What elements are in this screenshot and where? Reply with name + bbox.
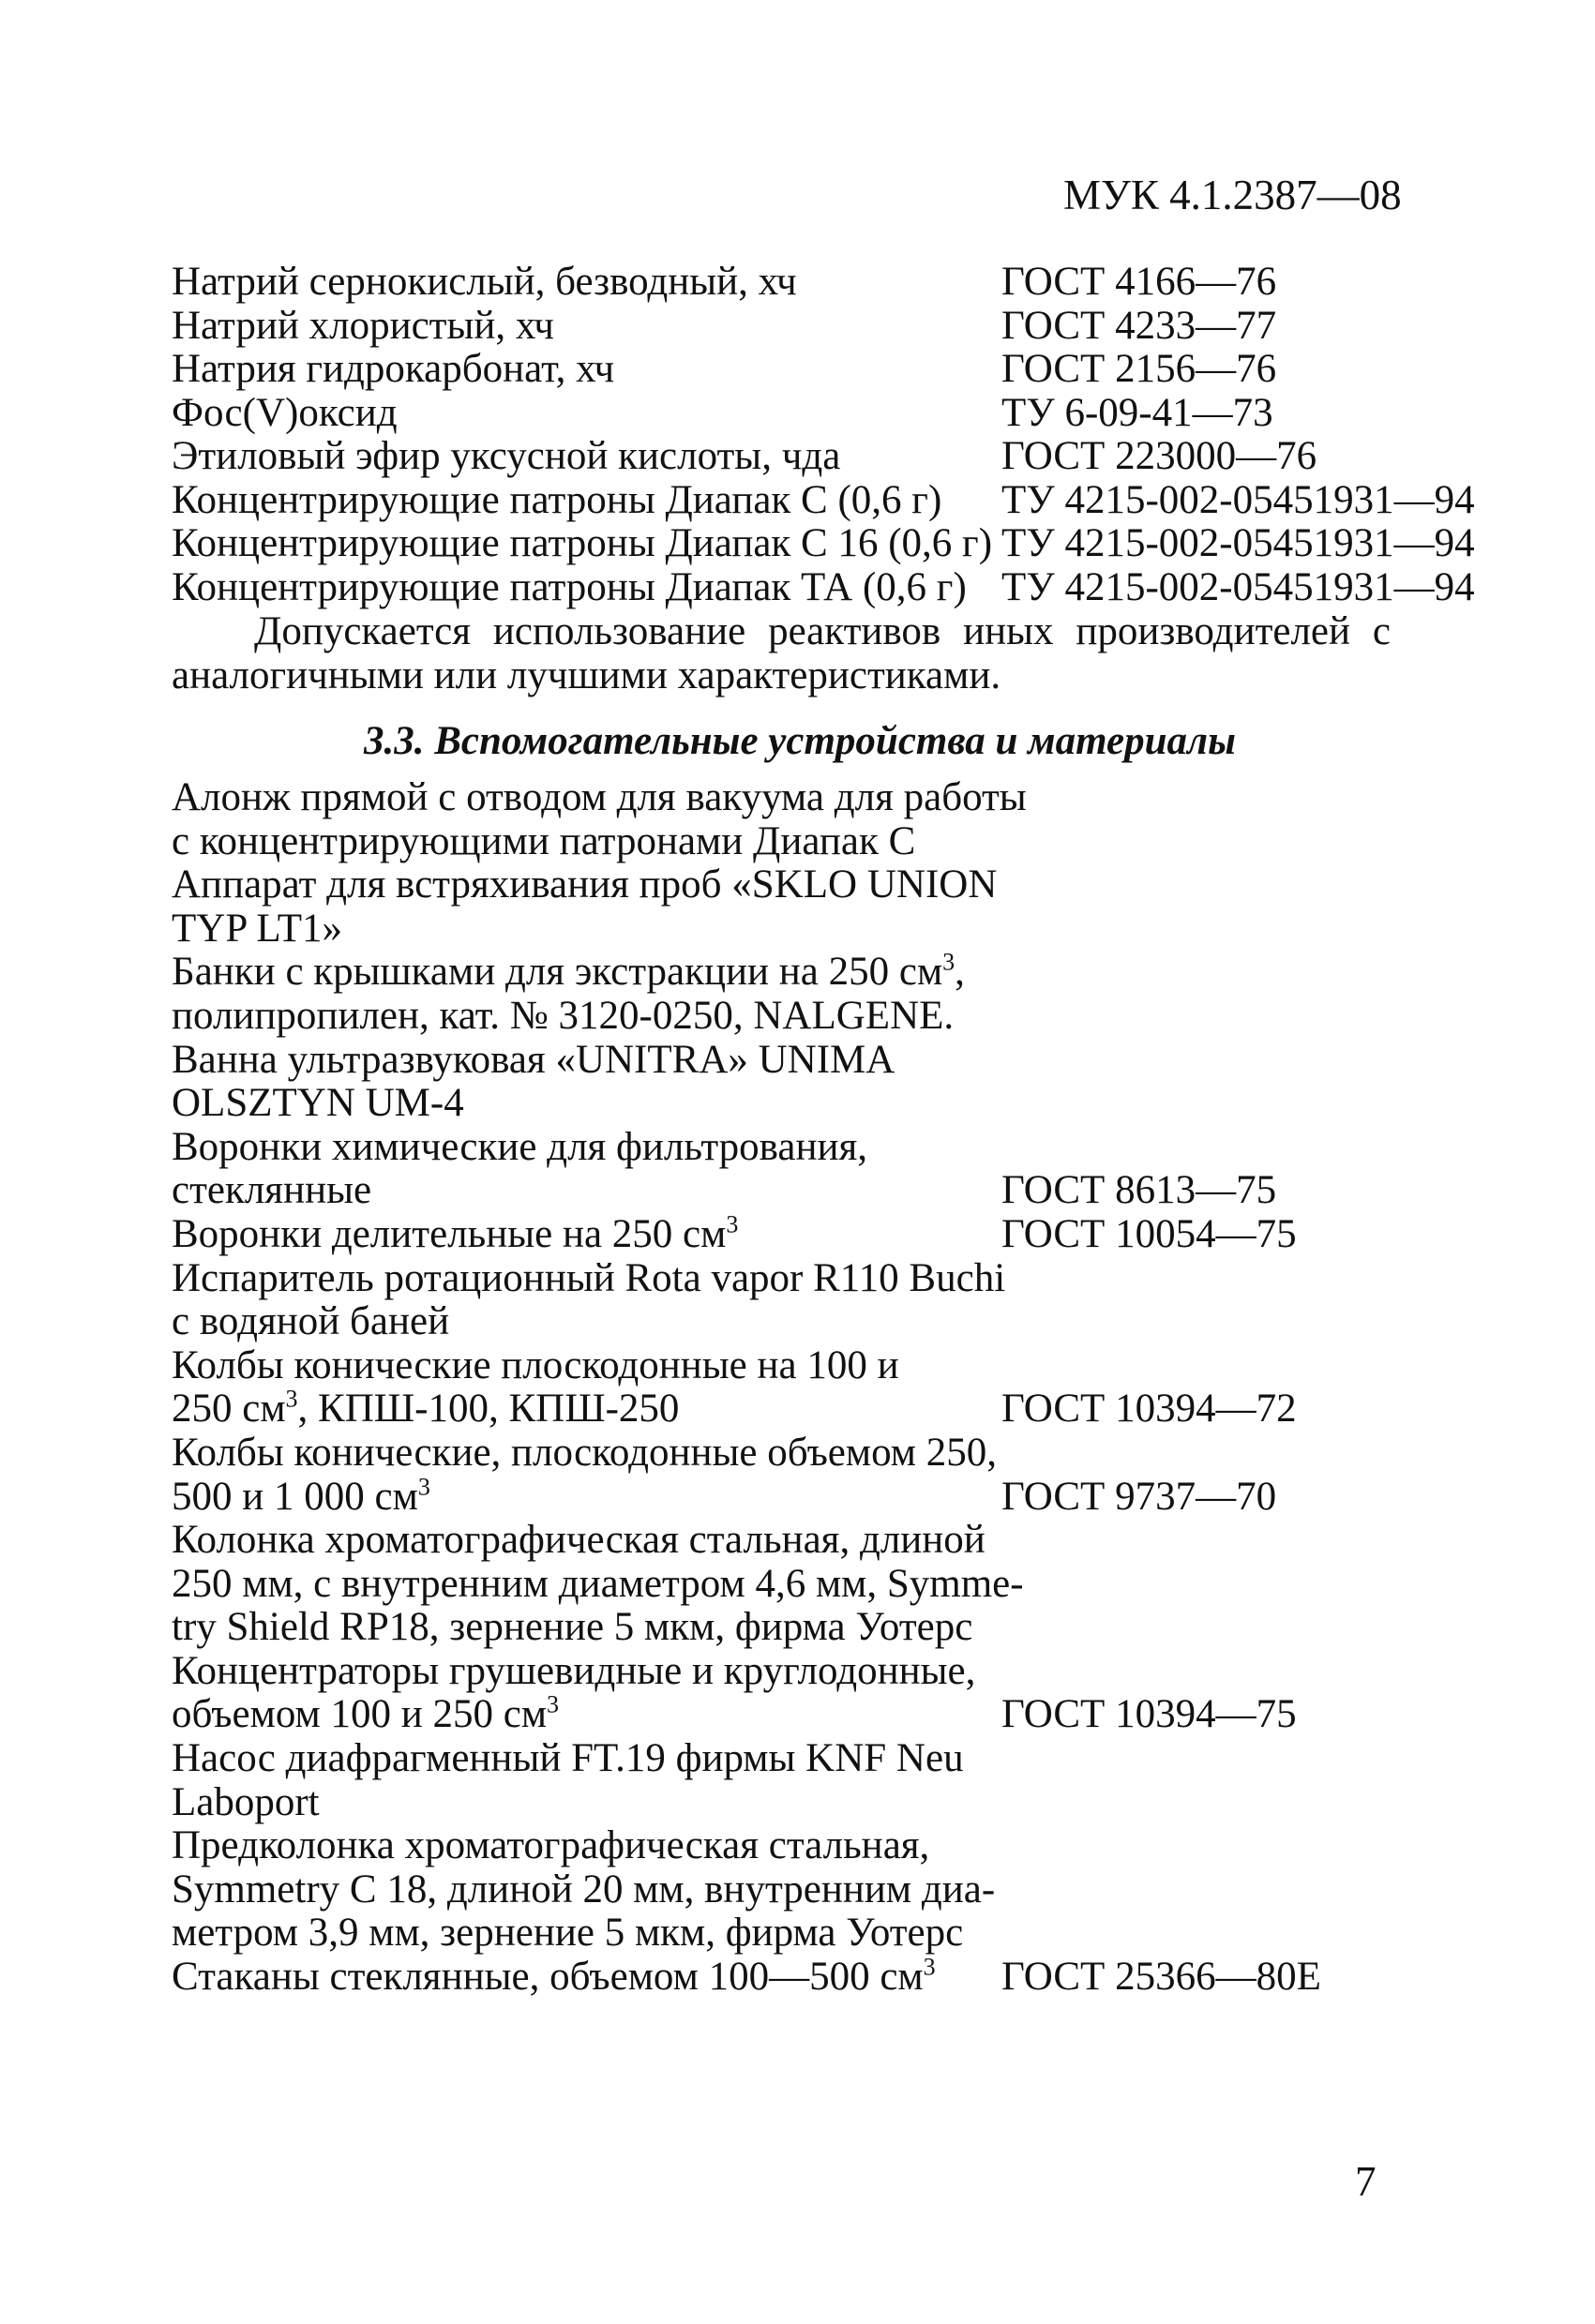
item-text-line: TYP LT1» <box>172 906 342 951</box>
item-text: , <box>955 950 965 995</box>
item-text-line: Ванна ультразвуковая «UNITRA» UNIMA <box>172 1037 895 1082</box>
item-text-line: с концентрирующими патронами Диапак С <box>172 818 916 863</box>
reagent-standard: ГОСТ 4233—77 <box>1001 303 1277 348</box>
equipment-standard: ГОСТ 8613—75 <box>1001 1168 1277 1213</box>
unit-superscript: 3 <box>285 1385 298 1413</box>
reagent-standard: ТУ 4215-002-05451931—94 <box>1001 521 1475 565</box>
item-text-line: Laboport <box>172 1779 320 1824</box>
reagents-list <box>172 261 1484 609</box>
list-item <box>172 1432 1484 1519</box>
list-item <box>172 1126 1484 1213</box>
reagent-standard: ГОСТ 4166—76 <box>1001 260 1277 304</box>
list-item <box>172 1650 1484 1737</box>
item-text-line: Насос диафрагменный FT.19 фирмы KNF Neu <box>172 1736 964 1781</box>
reagent-name: Натрия гидрокарбонат, хч <box>172 347 615 391</box>
reagent-name: Концентрирующие патроны Диапак С (0,6 г) <box>172 477 942 522</box>
item-text: Банки с крышками для экстракции на 250 см <box>172 950 943 995</box>
item-text: Стаканы стеклянные, объемом 100—500 см <box>172 1955 924 2000</box>
section-title: 3.3. Вспомогательные устройства и материалы <box>364 719 1236 763</box>
item-text-line: try Shield RP18, зернение 5 мкм, фирма Уотерс <box>172 1605 973 1650</box>
equipment-standard: ГОСТ 10394—72 <box>1001 1387 1297 1432</box>
list-item <box>172 1519 1484 1650</box>
item-text-line: Алонж прямой с отводом для вакуума для работы <box>172 775 1027 819</box>
item-text-line: Колбы конические плоскодонные на 100 и <box>172 1342 899 1387</box>
reagent-standard: ГОСТ 2156—76 <box>1001 347 1277 391</box>
unit-superscript: 3 <box>417 1473 430 1501</box>
list-item <box>172 1039 1484 1126</box>
list-item <box>172 1257 1484 1344</box>
list-item <box>172 1953 1484 2000</box>
item-text-line: Испаритель ротационный Rota vapor R110 Buchi <box>172 1255 1006 1300</box>
list-item <box>172 1737 1484 1824</box>
list-item <box>172 1344 1484 1432</box>
item-text-line: Колонка хроматографическая стальная, длиной <box>172 1518 986 1563</box>
list-item <box>172 348 1484 392</box>
equipment-standard: ГОСТ 10054—75 <box>1001 1211 1297 1256</box>
reagent-name: Натрий хлористый, хч <box>172 303 554 348</box>
reagent-name: Концентрирующие патроны Диапак С 16 (0,6 г) <box>172 521 993 565</box>
reagent-name: Этиловый эфир уксусной кислоты, чда <box>172 434 841 478</box>
item-text-line: полипропилен, кат. № 3120-0250, NALGENE. <box>172 993 955 1038</box>
list-item <box>172 863 1484 951</box>
item-text: , КПШ-100, КПШ-250 <box>297 1387 680 1432</box>
item-text: 500 и 1 000 см <box>172 1474 418 1519</box>
item-text: объемом 100 и 250 см <box>172 1692 548 1737</box>
list-item <box>172 261 1484 305</box>
unit-superscript: 3 <box>942 949 955 977</box>
item-text-line: Колбы конические, плоскодонные объемом 250, <box>172 1430 997 1475</box>
item-text-line: стеклянные <box>172 1168 372 1213</box>
item-text-line: метром 3,9 мм, зернение 5 мкм, фирма Уотерс <box>172 1911 964 1956</box>
unit-superscript: 3 <box>547 1691 560 1719</box>
item-text-line <box>172 1473 1484 1520</box>
item-text-line <box>172 951 1484 995</box>
unit-superscript: 3 <box>726 1210 739 1238</box>
reagent-standard: ГОСТ 223000—76 <box>1001 434 1317 478</box>
reagent-name: Концентрирующие патроны Диапак ТА (0,6 г) <box>172 564 967 609</box>
reagent-standard: ТУ 4215-002-05451931—94 <box>1001 564 1475 609</box>
list-item <box>172 479 1484 523</box>
item-text-line: с водяной баней <box>172 1299 450 1344</box>
list-item <box>172 1210 1484 1257</box>
reagent-name: Натрий сернокислый, безводный, хч <box>172 260 797 304</box>
equipment-list <box>172 776 1484 2000</box>
item-text-line: Предколонка хроматографическая стальная, <box>172 1823 930 1868</box>
list-item <box>172 522 1484 566</box>
substitution-note: Допускается использование реактивов иных производителей с аналогичными или лучшими характеристиками. <box>172 609 1391 697</box>
item-text-line: Аппарат для встряхивания проб «SKLO UNION <box>172 862 998 907</box>
item-text-line: Symmetry С 18, длиной 20 мм, внутренним диа- <box>172 1867 996 1912</box>
list-item <box>172 435 1484 479</box>
item-text-line: Концентраторы грушевидные и круглодонные, <box>172 1648 976 1693</box>
reagent-name: Фос(V)оксид <box>172 390 398 435</box>
equipment-standard: ГОСТ 10394—75 <box>1001 1692 1297 1737</box>
item-text-line: Воронки химические для фильтрования, <box>172 1124 868 1169</box>
item-text: 250 см <box>172 1387 286 1432</box>
list-item <box>172 776 1484 863</box>
item-text-line: 250 мм, с внутренним диаметром 4,6 мм, Symme- <box>172 1561 1024 1606</box>
item-text-line: OLSZTYN UM-4 <box>172 1081 464 1126</box>
list-item <box>172 951 1484 1038</box>
equipment-standard: ГОСТ 25366—80Е <box>1001 1955 1321 2000</box>
item-text: Воронки делительные на 250 см <box>172 1211 727 1256</box>
unit-superscript: 3 <box>923 1953 936 1981</box>
reagent-standard: ТУ 6-09-41—73 <box>1001 390 1273 435</box>
page-number: 7 <box>1355 2158 1377 2205</box>
list-item <box>172 566 1484 610</box>
equipment-standard: ГОСТ 9737—70 <box>1001 1474 1277 1519</box>
document-code-header: МУК 4.1.2387—08 <box>1063 172 1402 218</box>
list-item <box>172 392 1484 436</box>
list-item <box>172 1824 1484 1956</box>
list-item <box>172 305 1484 349</box>
reagent-standard: ТУ 4215-002-05451931—94 <box>1001 477 1475 522</box>
